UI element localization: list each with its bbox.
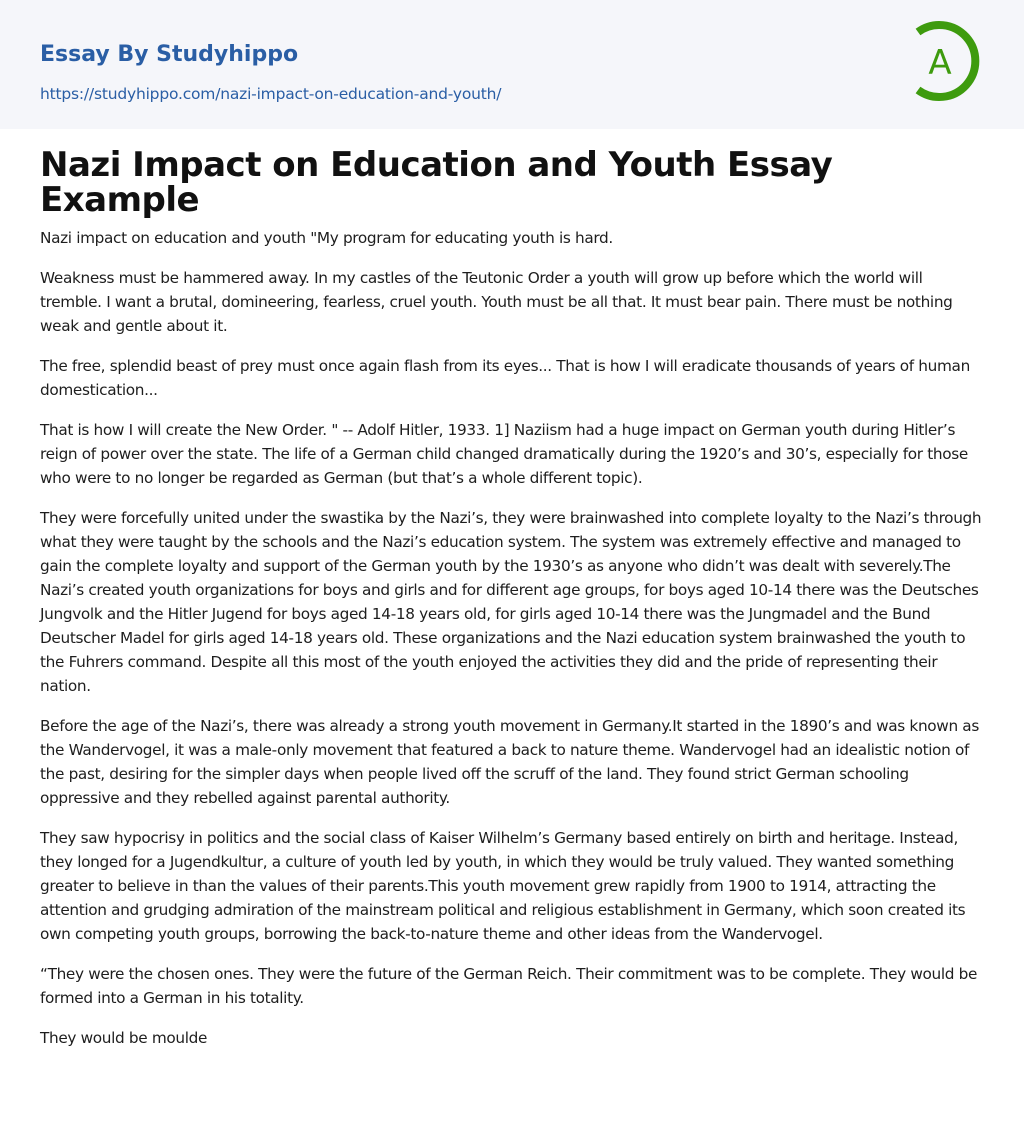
paragraph: The free, splendid beast of prey must once again flash from its eyes... That is how I will eradicate thousands of years of human domestication... [40, 357, 970, 399]
logo-a-icon[interactable] [910, 18, 988, 106]
paragraph: “They were the chosen ones. They were the future of the German Reich. Their commitment was to be complete. They would be formed into a German in his totality. [40, 965, 978, 1007]
essay-url-link[interactable]: https://studyhippo.com/nazi-impact-on-education-and-youth/ [40, 85, 502, 103]
paragraph: They were forcefully united under the swastika by the Nazi’s, they were brainwashed into complete loyalty to the Nazi’s through what they were taught by the schools and the Nazi’s education system. The system was extremely effective and managed to gain the complete loyalty and support of the German youth by the 1930’s as anyone who didn’t was dealt with severely.The Nazi’s created youth organizations for boys and girls and for different age groups, for boys aged 10-14 there was the Deutsches Jungvolk and the Hitler Jugend for boys aged 14-18 years old, for girls aged 10-14 there was the Jungmadel and the Bund Deutscher Madel for girls aged 14-18 years old. These organizations and the Nazi education system brainwashed the youth to the Fuhrers command. Despite all this most of the youth enjoyed the activities they did and the pride of representing their nation. [40, 509, 982, 695]
paragraph: Before the age of the Nazi’s, there was already a strong youth movement in Germany.It started in the 1890’s and was known as the Wandervogel, it was a male-only movement that featured a back to nature theme. Wandervogel had an idealistic notion of the past, desiring for the simpler days when people lived off the scruff of the land. They found strict German schooling oppressive and they rebelled against parental authority. [40, 717, 979, 807]
paragraph: Weakness must be hammered away. In my castles of the Teutonic Order a youth will grow up before which the world will tremble. I want a brutal, domineering, fearless, cruel youth. Youth must be all that. It must bear pain. There must be nothing weak and gentle about it. [40, 269, 953, 335]
paragraph: They would be moulde [40, 1029, 208, 1047]
paragraph: That is how I will create the New Order. " -- Adolf Hitler, 1933. 1] Naziism had a huge impact on German youth during Hitler’s reign of power over the state. The life of a German child changed dramatically during the 1920’s and 30’s, especially for those who were to no longer be regarded as German (but that’s a whole different topic). [40, 421, 968, 487]
article-body [0, 129, 1024, 1106]
page-title: Nazi Impact on Education and Youth Essay Example [40, 145, 833, 220]
site-header [0, 0, 1024, 129]
paragraph: Nazi impact on education and youth "My program for educating youth is hard. [40, 229, 613, 247]
svg-text:A: A [928, 43, 952, 83]
paragraph: They saw hypocrisy in politics and the social class of Kaiser Wilhelm’s Germany based entirely on birth and heritage. Instead, they longed for a Jugendkultur, a culture of youth led by youth, in which they would be truly valued. They wanted something greater to believe in than the values of their parents.This youth movement grew rapidly from 1900 to 1914, attracting the attention and grudging admiration of the mainstream political and religious establishment in Germany, which soon created its own competing youth groups, borrowing the back-to-nature theme and other ideas from the Wandervogel. [40, 829, 966, 943]
brand-title[interactable]: Essay By Studyhippo [40, 42, 299, 67]
